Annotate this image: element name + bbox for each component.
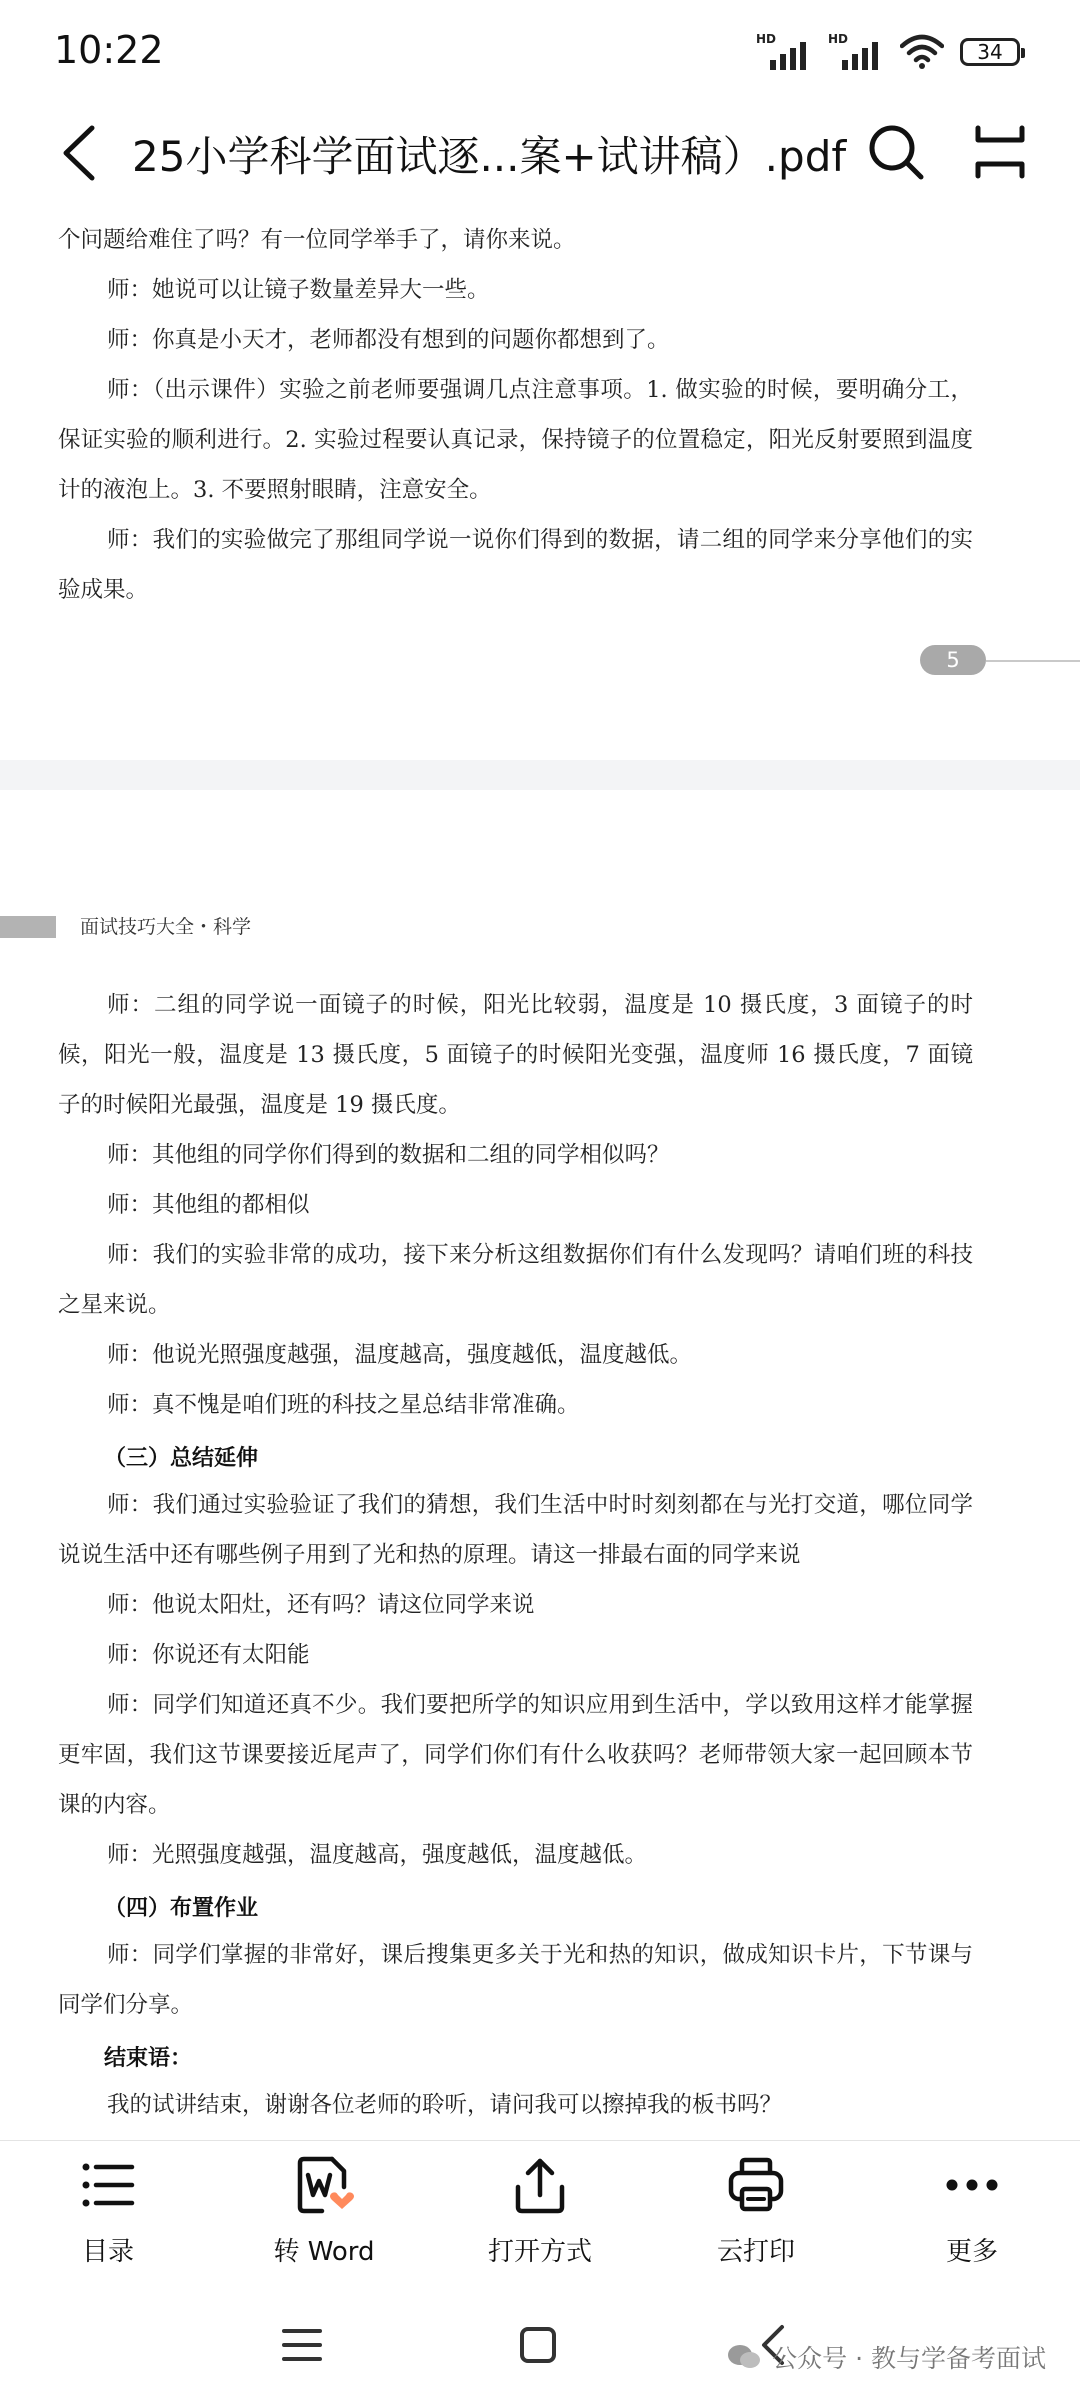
printer-icon — [724, 2153, 788, 2217]
paragraph: 师：你说还有太阳能 — [107, 1642, 310, 1668]
watermark-text: 公众号 · 教与学备考面试 — [772, 2344, 1046, 2373]
paragraph: 师：他说光照强度越强，温度越高，强度越低，温度越低。 — [107, 1342, 693, 1368]
more-icon — [940, 2153, 1004, 2217]
more-button[interactable] — [892, 2153, 1052, 2278]
search-icon[interactable] — [866, 122, 926, 182]
paragraph: 个问题给难住了吗？有一位同学举手了，请你来说。 — [58, 227, 576, 253]
paragraph: 师：我们的实验非常的成功，接下来分析这组数据你们有什么发现吗？请咱们班的科技之星来说。 — [58, 1242, 973, 1318]
signal-icon — [756, 32, 812, 72]
paragraph: 师：（出示课件）实验之前老师要强调几点注意事项。1. 做实验的时候，要明确分工，保证实验的顺利进行。2. 实验过程要认真记录，保持镜子的位置稳定，阳光反射要照到温度计的液泡上。3. 不要照射眼睛，注意安全。 — [58, 377, 973, 503]
more-label: 更多 — [945, 2237, 998, 2267]
status-bar — [0, 0, 1080, 100]
paragraph: 师：我们通过实验验证了我们的猜想，我们生活中时时刻刻都在与光打交道，哪位同学说说生活中还有哪些例子用到了光和热的原理。请这一排最右面的同学来说 — [58, 1492, 973, 1568]
share-icon — [508, 2153, 572, 2217]
battery-icon: 34 — [960, 38, 1020, 66]
signal-hd-label: HD — [756, 32, 777, 46]
status-icons — [756, 30, 1020, 74]
paragraph: 我的试讲结束，谢谢各位老师的聆听，请问我可以擦掉我的板书吗？ — [107, 2092, 783, 2118]
toc-label: 目录 — [81, 2237, 134, 2267]
app-bar — [0, 100, 1080, 206]
word-convert-icon — [292, 2153, 356, 2217]
cloud-print-label: 云打印 — [716, 2237, 795, 2267]
section-heading: （三）总结延伸 — [104, 1446, 259, 1471]
page-scroll-indicator — [986, 660, 1080, 662]
paragraph: 师：其他组的同学你们得到的数据和二组的同学相似吗？ — [107, 1142, 670, 1168]
signal-hd-label-2: HD — [828, 32, 849, 46]
signal-icon-2 — [828, 32, 884, 72]
convert-word-button[interactable] — [244, 2153, 404, 2278]
paragraph: 师：二组的同学说一面镜子的时候，阳光比较弱，温度是 10 摄氏度，3 面镜子的时候，阳光一般，温度是 13 摄氏度，5 面镜子的时候阳光变强，温度师 16 摄氏度，7 面镜子的时候阳光最强，温度是 19 摄氏度。 — [58, 992, 973, 1118]
paragraph: 师：其他组的都相似 — [107, 1192, 310, 1218]
home-icon[interactable] — [508, 2315, 568, 2375]
open-with-button[interactable] — [460, 2153, 620, 2278]
paragraph: 师：同学们掌握的非常好，课后搜集更多关于光和热的知识，做成知识卡片，下节课与同学们分享。 — [58, 1942, 973, 2018]
pdf-page-5 — [0, 205, 1080, 760]
convert-word-label: 转 Word — [273, 2237, 375, 2267]
page-number-badge[interactable]: 5 — [920, 645, 986, 675]
open-with-label: 打开方式 — [487, 2237, 592, 2267]
back-icon[interactable] — [52, 118, 112, 188]
pdf-page-6 — [0, 790, 1080, 2140]
list-icon — [76, 2153, 140, 2217]
running-head-bar — [0, 916, 56, 938]
document-title: 25小学科学面试逐...案+试讲稿）.pdf — [132, 132, 847, 181]
paragraph: 师：你真是小天才，老师都没有想到的问题你都想到了。 — [107, 327, 670, 353]
status-time: 10:22 — [54, 28, 164, 72]
paragraph: 师：她说可以让镜子数量差异大一些。 — [107, 277, 490, 303]
cloud-print-button[interactable] — [676, 2153, 836, 2278]
section-heading: （四）布置作业 — [104, 1896, 259, 1921]
page-divider — [0, 760, 1080, 790]
menu-icon[interactable] — [272, 2315, 332, 2375]
system-nav-bar — [0, 2285, 1080, 2401]
running-head: 面试技巧大全・科学 — [80, 916, 252, 938]
paragraph: 师：光照强度越强，温度越高，强度越低，温度越低。 — [107, 1842, 648, 1868]
toc-button[interactable] — [28, 2153, 188, 2278]
paragraph: 师：同学们知道还真不少。我们要把所学的知识应用到生活中，学以致用这样才能掌握更牢固，我们这节课要接近尾声了，同学们你们有什么收获吗？老师带领大家一起回顾本节课的内容。 — [58, 1692, 973, 1818]
paragraph: 师：我们的实验做完了那组同学说一说你们得到的数据，请二组的同学来分享他们的实验成果。 — [58, 527, 973, 603]
wechat-icon — [726, 2342, 762, 2372]
wifi-icon — [900, 34, 944, 70]
closing-heading: 结束语： — [104, 2046, 193, 2071]
exit-reader-icon[interactable] — [970, 122, 1030, 182]
paragraph: 师：真不愧是咱们班的科技之星总结非常准确。 — [107, 1392, 580, 1418]
watermark — [726, 2339, 1046, 2375]
bottom-toolbar — [0, 2140, 1080, 2286]
paragraph: 师：他说太阳灶，还有吗？请这位同学来说 — [107, 1592, 535, 1618]
